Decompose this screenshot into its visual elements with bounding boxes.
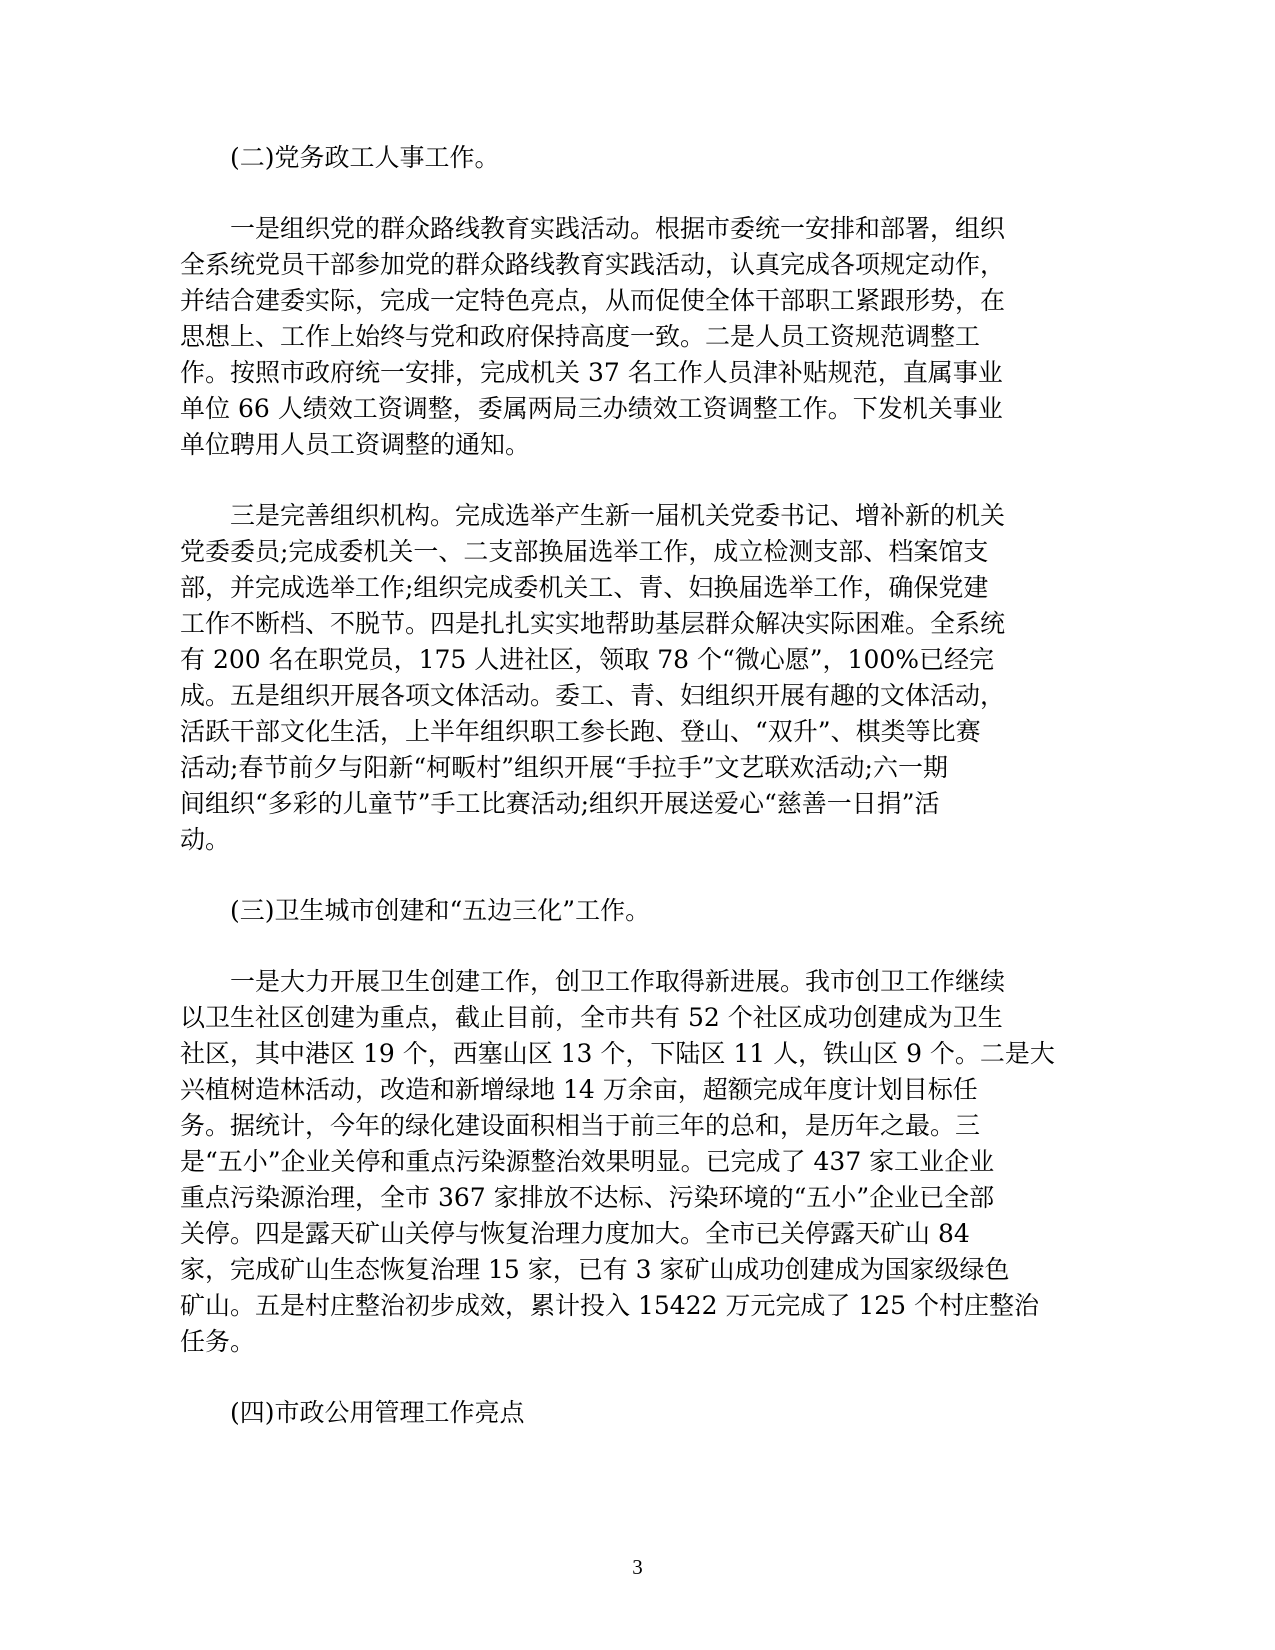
paragraph-line: 兴植树造林活动，改造和新增绿地 14 万余亩，超额完成年度计划目标任 — [180, 1075, 978, 1104]
paragraph-line: 家，完成矿山生态恢复治理 15 家，已有 3 家矿山成功创建成为国家级绿色 — [180, 1255, 1010, 1284]
paragraph — [180, 964, 1072, 1360]
paragraph-line: 单位聘用人员工资调整的通知。 — [180, 430, 531, 459]
paragraph-line: 关停。四是露天矿山关停与恢复治理力度加大。全市已关停露天矿山 84 — [180, 1219, 970, 1248]
paragraph-line: 党委委员;完成委机关一、二支部换届选举工作，成立检测支部、档案馆支 — [180, 537, 989, 566]
paragraph-line: 任务。 — [180, 1327, 256, 1356]
paragraph-line: 一是组织党的群众路线教育实践活动。根据市委统一安排和部署，组织 — [230, 214, 1006, 243]
paragraph-line: 矿山。五是村庄整治初步成效，累计投入 15422 万元完成了 125 个村庄整治 — [180, 1291, 1040, 1320]
page-number: 3 — [632, 1555, 643, 1579]
paragraph-line: 成。五是组织开展各项文体活动。委工、青、妇组织开展有趣的文体活动， — [180, 681, 1006, 710]
paragraph-line: 作。按照市政府统一安排，完成机关 37 名工作人员津补贴规范，直属事业 — [180, 358, 1003, 387]
section-heading: (二)党务政工人事工作。 — [230, 143, 500, 172]
paragraph-line: 全系统党员干部参加党的群众路线教育实践活动，认真完成各项规定动作， — [180, 250, 1006, 279]
paragraph-line: 部，并完成选举工作;组织完成委机关工、青、妇换届选举工作，确保党建 — [180, 573, 989, 602]
paragraph-line: 动。 — [180, 825, 231, 854]
document-body — [180, 140, 1072, 1466]
paragraph-line: 有 200 名在职党员，175 人进社区，领取 78 个“微心愿”，100%已经完 — [180, 645, 995, 674]
paragraph-line: 一是大力开展卫生创建工作，创卫工作取得新进展。我市创卫工作继续 — [230, 967, 1006, 996]
paragraph-line: 活跃干部文化生活，上半年组织职工参长跑、登山、“双升”、棋类等比赛 — [180, 717, 981, 746]
section-heading: (三)卫生城市创建和“五边三化”工作。 — [230, 896, 651, 925]
paragraph-line: 社区，其中港区 19 个，西塞山区 13 个，下陆区 11 人，铁山区 9 个。二是大 — [180, 1039, 1055, 1068]
paragraph — [180, 211, 1072, 463]
paragraph — [180, 498, 1072, 858]
paragraph-line: 三是完善组织机构。完成选举产生新一届机关党委书记、增补新的机关 — [230, 501, 1006, 530]
paragraph-line: 活动;春节前夕与阳新“柯畈村”组织开展“手拉手”文艺联欢活动;六一期 — [180, 753, 948, 782]
paragraph-line: 间组织“多彩的儿童节”手工比赛活动;组织开展送爱心“慈善一日捐”活 — [180, 789, 940, 818]
paragraph-line: 务。据统计，今年的绿化建设面积相当于前三年的总和，是历年之最。三 — [180, 1111, 981, 1140]
section-heading: (四)市政公用管理工作亮点 — [230, 1398, 525, 1427]
paragraph-line: 并结合建委实际，完成一定特色亮点，从而促使全体干部职工紧跟形势，在 — [180, 286, 1006, 315]
paragraph-line: 以卫生社区创建为重点，截止目前，全市共有 52 个社区成功创建成为卫生 — [180, 1003, 1003, 1032]
paragraph-line: 思想上、工作上始终与党和政府保持高度一致。二是人员工资规范调整工 — [180, 322, 981, 351]
paragraph-line: 是“五小”企业关停和重点污染源整治效果明显。已完成了 437 家工业企业 — [180, 1147, 995, 1176]
paragraph-line: 重点污染源治理，全市 367 家排放不达标、污染环境的“五小”企业已全部 — [180, 1183, 995, 1212]
paragraph-line: 单位 66 人绩效工资调整，委属两局三办绩效工资调整工作。下发机关事业 — [180, 394, 1003, 423]
paragraph-line: 工作不断档、不脱节。四是扎扎实实地帮助基层群众解决实际困难。全系统 — [180, 609, 1006, 638]
